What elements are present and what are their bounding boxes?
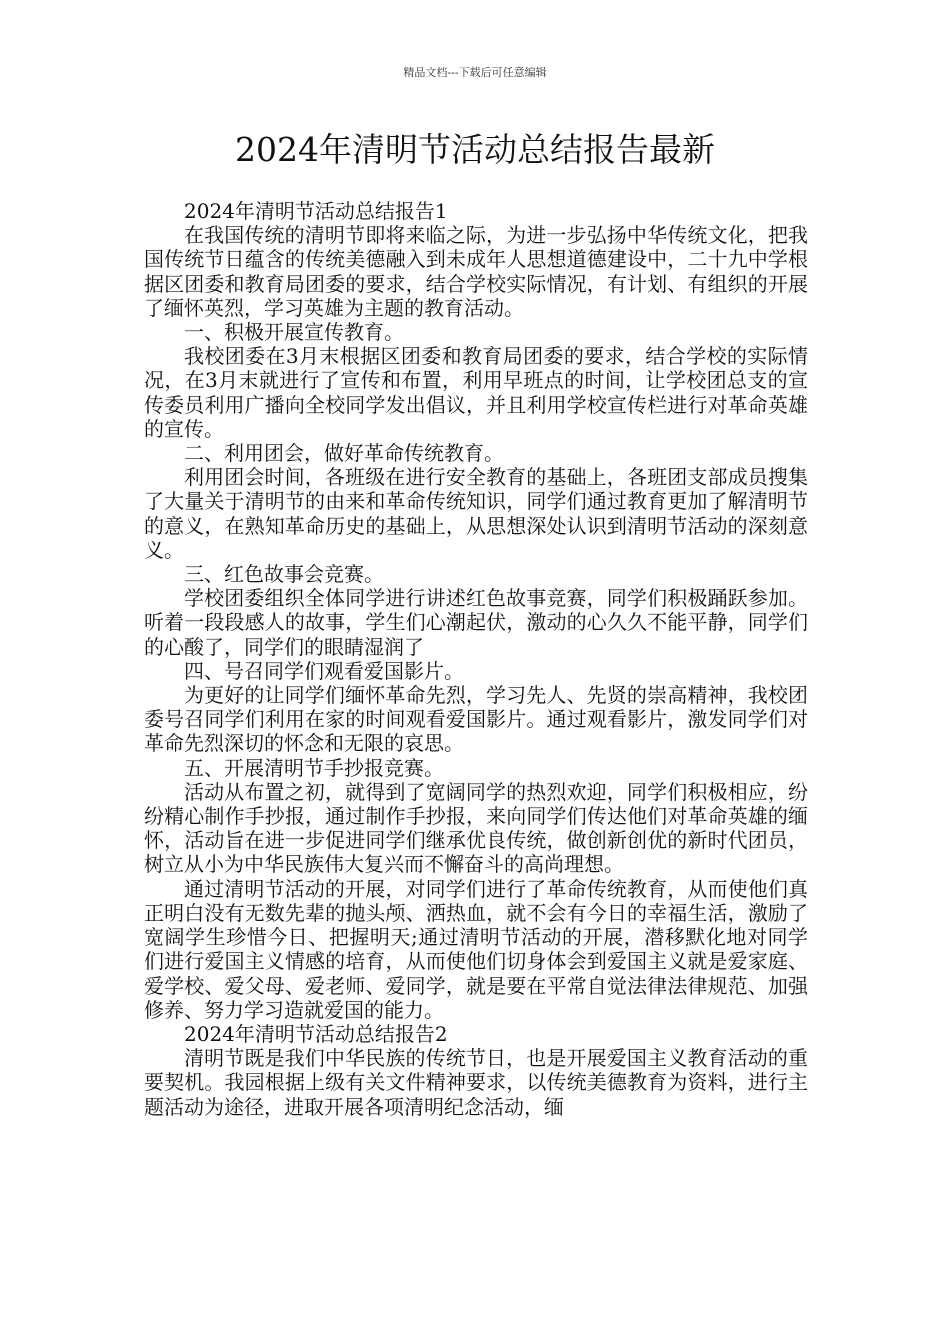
body-paragraph: 活动从布置之初，就得到了宽阔同学的热烈欢迎，同学们积极相应，纷纷精心制作手抄报，通过制作手抄报，来向同学们传达他们对革命英雄的缅怀，活动旨在进一步促进同学们继承优良传统，做创新创优的新时代团员，树立从小为中华民族伟大复兴而不懈奋斗的高尚理想。: [144, 779, 808, 877]
document-body: [144, 199, 808, 1119]
body-paragraph: 我校团委在3月末根据区团委和教育局团委的要求，结合学校的实际情况，在3月末就进行了宣传和布置，利用早班点的时间，让学校团总支的宣传委员利用广播向全校同学发出倡议，并且利用学校宣传栏进行对革命英雄的宣传。: [144, 344, 808, 441]
section-heading-report-1: 2024年清明节活动总结报告1: [184, 199, 448, 223]
body-paragraph: 学校团委组织全体同学进行讲述红色故事竞赛，同学们积极踊跃参加。听着一段段感人的故事，学生们心潮起伏，激动的心久久不能平静，同学们的心酸了，同学们的眼睛湿润了: [144, 586, 808, 659]
section-heading-4: 四、号召同学们观看爱国影片。: [184, 658, 464, 683]
intro-paragraph: 在我国传统的清明节即将来临之际，为进一步弘扬中华传统文化，把我国传统节日蕴含的传统美德融入到未成年人思想道德建设中，二十九中学根据区团委和教育局团委的要求，结合学校实际情况，有计划、有组织的开展了缅怀英烈，学习英雄为主题的教育活动。: [144, 223, 808, 320]
section-heading-5: 五、开展清明节手抄报竞赛。: [184, 755, 444, 780]
body-paragraph: 利用团会时间，各班级在进行安全教育的基础上，各班团支部成员搜集了大量关于清明节的由来和革命传统知识，同学们通过教育更加了解清明节的意义，在熟知革命历史的基础上，从思想深处认识到清明节活动的深刻意义。: [144, 465, 808, 562]
document-title: 2024年清明节活动总结报告最新: [235, 130, 715, 169]
body-paragraph: 为更好的让同学们缅怀革命先烈，学习先人、先贤的崇高精神，我校团委号召同学们利用在家的时间观看爱国影片。通过观看影片，激发同学们对革命先烈深切的怀念和无限的哀思。: [144, 683, 808, 756]
section-heading-3: 三、红色故事会竞赛。: [184, 562, 384, 587]
section-heading-report-2: 2024年清明节活动总结报告2: [184, 1021, 448, 1046]
header-note: 精品文档---下载后可任意编辑: [403, 66, 547, 79]
body-paragraph: 清明节既是我们中华民族的传统节日，也是开展爱国主义教育活动的重要契机。我园根据上级有关文件精神要求，以传统美德教育为资料，进行主题活动为途径，进取开展各项清明纪念活动，缅: [144, 1046, 808, 1119]
conclusion-paragraph: 通过清明节活动的开展，对同学们进行了革命传统教育，从而使他们真正明白没有无数先辈的抛头颅、洒热血，就不会有今日的幸福生活，激励了宽阔学生珍惜今日、把握明天;通过清明节活动的开展，潜移默化地对同学们进行爱国主义情感的培育，从而使他们切身体会到爱国主义就是爱家庭、爱学校、爱父母、爱老师、爱同学，就是要在平常自觉法律法律规范、加强修养、努力学习造就爱国的能力。: [144, 876, 808, 1022]
section-heading-1: 一、积极开展宣传教育。: [184, 320, 404, 345]
section-heading-2: 二、利用团会，做好革命传统教育。: [184, 441, 504, 466]
